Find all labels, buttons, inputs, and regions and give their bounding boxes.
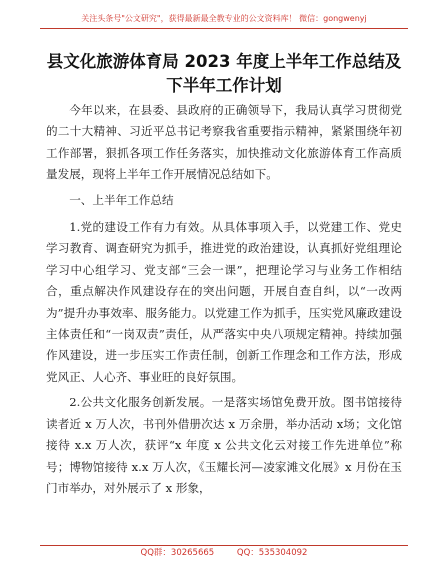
item-2-paragraph: 2.公共文化服务创新发展。一是落实场馆免费开放。图书馆接待读者近 x 万人次，书刊外借册次达 x 万余册，举办活动 x场；文化馆接待 x.x 万人次，获评“x 年度 x 公共文化云对接工作先进单位”称号；博物馆接待 x.x 万人次，《玉耀长河—凌家滩文化展》x 月份在玉门市举办，对外展示了 x 形象， (46, 395, 402, 495)
section-heading: 一、上半年工作总结 (69, 192, 174, 207)
title-line-2: 下半年工作计划 (166, 76, 282, 95)
title-line-1: 县文化旅游体育局 2023 年度上半年工作总结及 (46, 52, 402, 71)
qq-group-text: QQ群：30265665 (140, 548, 215, 558)
document-title (40, 50, 408, 98)
qq-text: QQ：535304092 (236, 548, 308, 558)
intro-paragraph: 今年以来，在县委、县政府的正确领导下，我局认真学习贯彻党的二十大精神、习近平总书记考察我省重要指示精神，紧紧围绕年初工作部署，狠抓各项工作任务落实，加快推动文化旅游体育工作高质量发展，现将上半年工作开展情况总结如下。 (46, 103, 402, 182)
item-1-paragraph: 1.党的建设工作有力有效。从具体事项入手，以党建工作、党史学习教育、调查研究为抓手，推进党的政治建设，认真抓好党组理论学习中心组学习、党支部“三会一课”，把理论学习与业务工作相结合，重点解决作风建设存在的突出问题，开展自查自纠，以“一改两为”提升办事效率、服务能力。以党建工作为抓手，压实党风廉政建设主体责任和“一岗双责”责任，从严落实中央八项规定精神。持续加强作风建设，进一步压实工作责任制，创新工作理念和工作方法，形成党风正、人心齐、事业旺的良好氛围。 (46, 220, 402, 384)
contact-footer (40, 545, 408, 562)
promo-banner: 关注头条号"公文研究"，获得最新最全教专业的公文资料库！ 微信：gongwenyj (40, 12, 408, 29)
document-body (46, 100, 402, 499)
